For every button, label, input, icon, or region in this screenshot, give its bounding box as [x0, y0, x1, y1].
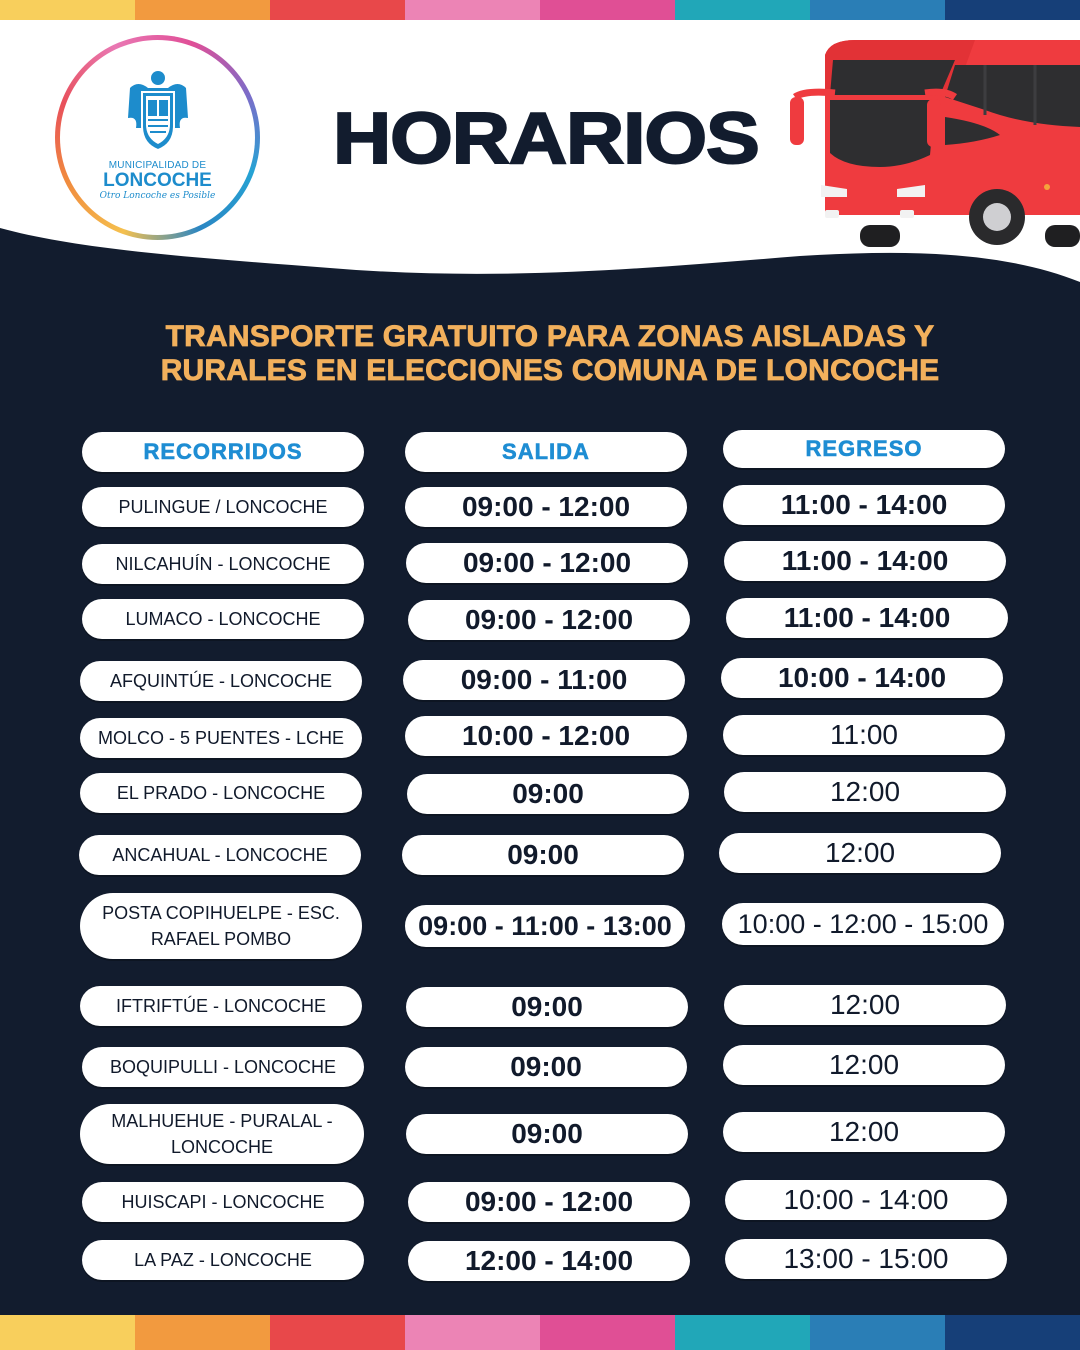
bus-icon [785, 35, 1080, 250]
route-cell: AFQUINTÚE - LONCOCHE [80, 661, 362, 701]
regreso-cell: 10:00 - 14:00 [721, 658, 1003, 698]
color-stripe-bottom [0, 1315, 1080, 1350]
regreso-cell: 11:00 [723, 715, 1005, 755]
route-cell: LUMACO - LONCOCHE [82, 599, 364, 639]
regreso-cell: 12:00 [723, 1045, 1005, 1085]
salida-cell: 09:00 [406, 1114, 688, 1154]
route-cell: ANCAHUAL - LONCOCHE [79, 835, 361, 875]
route-cell: HUISCAPI - LONCOCHE [82, 1182, 364, 1222]
logo-tagline: Otro Loncoche es Posible [99, 191, 216, 201]
subtitle-line-1: TRANSPORTE GRATUITO PARA ZONAS AISLADAS Y [165, 320, 935, 353]
route-cell: MOLCO - 5 PUENTES - LCHE [80, 718, 362, 758]
salida-cell: 09:00 - 11:00 - 13:00 [405, 905, 685, 947]
salida-cell: 09:00 - 12:00 [408, 600, 690, 640]
salida-cell: 09:00 - 12:00 [406, 543, 688, 583]
regreso-cell: 11:00 - 14:00 [724, 541, 1006, 581]
regreso-cell: 13:00 - 15:00 [725, 1239, 1007, 1279]
route-cell: EL PRADO - LONCOCHE [80, 773, 362, 813]
coat-of-arms-icon [118, 68, 198, 158]
route-cell: LA PAZ - LONCOCHE [82, 1240, 364, 1280]
salida-cell: 09:00 [407, 774, 689, 814]
regreso-cell: 12:00 [724, 985, 1006, 1025]
salida-cell: 09:00 [402, 835, 684, 875]
regreso-cell: 12:00 [719, 833, 1001, 873]
route-cell: POSTA COPIHUELPE - ESC. RAFAEL POMBO [80, 893, 362, 959]
salida-cell: 09:00 - 12:00 [405, 487, 687, 527]
salida-cell: 09:00 [405, 1047, 687, 1087]
route-cell: BOQUIPULLI - LONCOCHE [82, 1047, 364, 1087]
route-cell: MALHUEHUE - PURALAL - LONCOCHE [80, 1104, 364, 1164]
color-stripe-top [0, 0, 1080, 20]
regreso-cell: 11:00 - 14:00 [723, 485, 1005, 525]
salida-cell: 09:00 - 12:00 [408, 1182, 690, 1222]
logo-name: LONCOCHE [103, 170, 212, 191]
municipality-logo [55, 35, 260, 240]
page-title: HORARIOS [333, 99, 759, 179]
logo-subtitle: MUNICIPALIDAD DE [108, 160, 207, 171]
regreso-cell: 10:00 - 12:00 - 15:00 [722, 903, 1004, 945]
column-header-regreso: REGRESO [723, 430, 1005, 468]
salida-cell: 10:00 - 12:00 [405, 716, 687, 756]
regreso-cell: 12:00 [724, 772, 1006, 812]
subtitle [0, 320, 1080, 388]
subtitle-line-2: RURALES EN ELECCIONES COMUNA DE LONCOCHE [160, 354, 940, 387]
column-header-salida: SALIDA [405, 432, 687, 472]
salida-cell: 09:00 - 11:00 [403, 660, 685, 700]
regreso-cell: 11:00 - 14:00 [726, 598, 1008, 638]
regreso-cell: 10:00 - 14:00 [725, 1180, 1007, 1220]
route-cell: IFTRIFTÚE - LONCOCHE [80, 986, 362, 1026]
route-cell: PULINGUE / LONCOCHE [82, 487, 364, 527]
regreso-cell: 12:00 [723, 1112, 1005, 1152]
column-header-recorridos: RECORRIDOS [82, 432, 364, 472]
salida-cell: 12:00 - 14:00 [408, 1241, 690, 1281]
salida-cell: 09:00 [406, 987, 688, 1027]
route-cell: NILCAHUÍN - LONCOCHE [82, 544, 364, 584]
